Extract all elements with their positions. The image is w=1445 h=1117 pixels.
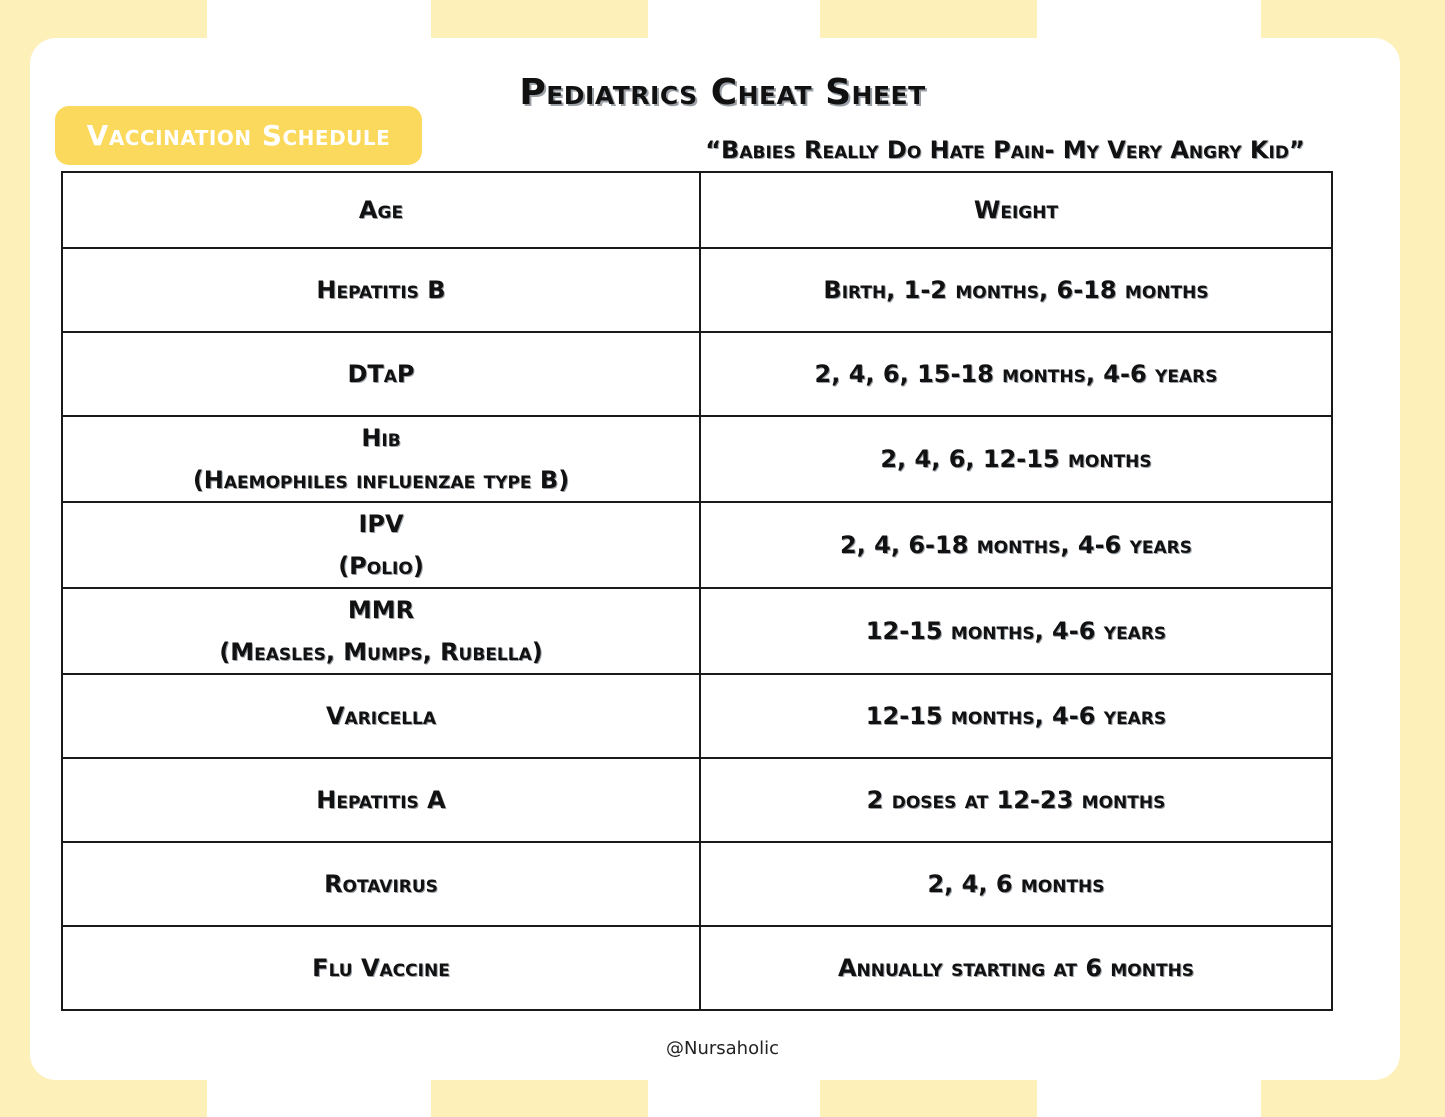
vaccine-subtitle: (Measles, Mumps, Rubella) xyxy=(219,638,543,666)
vaccine-name-cell xyxy=(62,588,700,674)
vaccine-name-cell xyxy=(62,674,700,758)
vaccine-name: MMR xyxy=(347,596,415,624)
vaccine-name-cell xyxy=(62,416,700,502)
mnemonic-text: “Babies Really Do Hate Pain- My Very Angry Kid” xyxy=(705,136,1305,164)
schedule-cell: 2, 4, 6 months xyxy=(700,842,1332,926)
vaccine-name-cell xyxy=(62,332,700,416)
vaccine-name: Varicella xyxy=(325,702,437,730)
table-row xyxy=(62,758,1332,842)
schedule-cell: 2, 4, 6-18 months, 4-6 years xyxy=(700,502,1332,588)
vaccine-name: IPV xyxy=(358,510,404,538)
vaccine-name: Hepatitis A xyxy=(316,786,446,814)
vaccination-table xyxy=(61,171,1333,1011)
vaccine-subtitle: (Haemophiles influenzae type B) xyxy=(192,466,570,494)
page-title: Pediatrics Cheat Sheet xyxy=(519,72,926,113)
table-row xyxy=(62,248,1332,332)
column-header-weight: Weight xyxy=(700,172,1332,248)
vaccine-name: Rotavirus xyxy=(324,870,438,898)
vaccine-name: Hepatitis B xyxy=(316,276,446,304)
table-row xyxy=(62,842,1332,926)
vaccine-name: Flu Vaccine xyxy=(312,954,450,982)
schedule-cell: Birth, 1-2 months, 6-18 months xyxy=(700,248,1332,332)
vaccine-subtitle: (Polio) xyxy=(338,552,424,580)
vaccine-name-cell xyxy=(62,842,700,926)
vaccine-name-cell xyxy=(62,926,700,1010)
vaccine-name: Hib xyxy=(361,424,401,452)
vaccine-name: DTaP xyxy=(347,360,415,388)
table-row xyxy=(62,926,1332,1010)
vaccine-name-cell xyxy=(62,502,700,588)
table-row xyxy=(62,674,1332,758)
schedule-cell: 2 doses at 12-23 months xyxy=(700,758,1332,842)
schedule-cell: 12-15 months, 4-6 years xyxy=(700,674,1332,758)
column-header-age: Age xyxy=(62,172,700,248)
section-badge: Vaccination Schedule xyxy=(55,106,422,165)
schedule-cell: 12-15 months, 4-6 years xyxy=(700,588,1332,674)
schedule-cell: Annually starting at 6 months xyxy=(700,926,1332,1010)
table-row xyxy=(62,416,1332,502)
footer-credit: @Nursaholic xyxy=(665,1038,779,1059)
vaccine-name-cell xyxy=(62,248,700,332)
vaccine-name-cell xyxy=(62,758,700,842)
table-row xyxy=(62,502,1332,588)
table-row xyxy=(62,588,1332,674)
table-header-row xyxy=(62,172,1332,248)
schedule-cell: 2, 4, 6, 15-18 months, 4-6 years xyxy=(700,332,1332,416)
table-row xyxy=(62,332,1332,416)
schedule-cell: 2, 4, 6, 12-15 months xyxy=(700,416,1332,502)
